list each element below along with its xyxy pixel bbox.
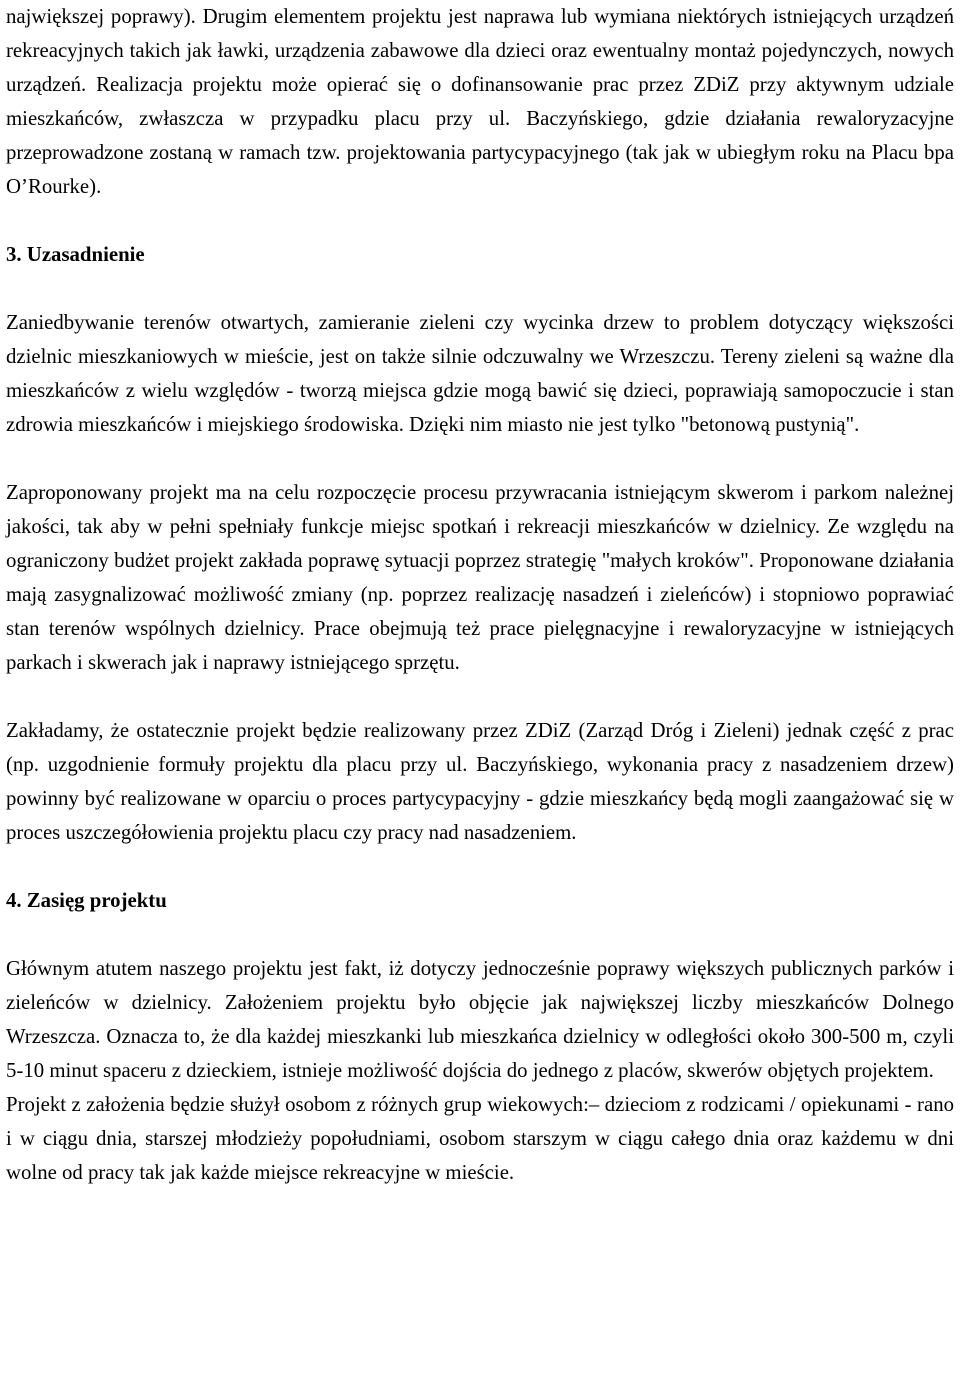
section-3-heading: 3. Uzasadnienie: [6, 243, 145, 266]
section-4-paragraph-1: Głównym atutem naszego projektu jest fakt, iż dotyczy jednocześnie poprawy większych publicznych parków i zieleńców w dzielnicy. Założeniem projektu było objęcie jak największej liczby mieszkańców Dolnego Wrzeszcza. Oznacza to, że dla każdej mieszkanki lub mieszkańca dzielnicy w odległości około 300-500 m, czyli 5-10 minut spaceru z dzieckiem, istnieje możliwość dojścia do jednego z placów, skwerów objętych projektem.: [6, 957, 954, 1082]
section-4-heading: 4. Zasięg projektu: [6, 889, 167, 912]
section-3-paragraph-2: Zaproponowany projekt ma na celu rozpoczęcie procesu przywracania istniejącym skwerom i parkom należnej jakości, tak aby w pełni spełniały funkcje miejsc spotkań i rekreacji mieszkańców w dzielnicy. Ze względu na ograniczony budżet projekt zakłada poprawę sytuacji poprzez strategię "małych kroków". Proponowane działania mają zasygnalizować możliwość zmiany (np. poprzez realizację nasadzeń i zieleńców) i stopniowo poprawiać stan terenów wspólnych dzielnicy. Prace obejmują też prace pielęgnacyjne i rewaloryzacyjne w istniejących parkach i skwerach jak i naprawy istniejącego sprzętu.: [6, 481, 954, 674]
section-3-paragraph-3: Zakładamy, że ostatecznie projekt będzie realizowany przez ZDiZ (Zarząd Dróg i Zieleni) jednak część z prac (np. uzgodnienie formuły projektu dla placu przy ul. Baczyńskiego, wykonania pracy z nasadzeniem drzew) powinny być realizowane w oparciu o proces partycypacyjny - gdzie mieszkańcy będą mogli zaangażować się w proces uszczegółowienia projektu placu czy pracy nad nasadzeniem.: [6, 719, 954, 844]
section-3-paragraph-1: Zaniedbywanie terenów otwartych, zamieranie zieleni czy wycinka drzew to problem dotyczący większości dzielnic mieszkaniowych w mieście, jest on także silnie odczuwalny we Wrzeszczu. Tereny zieleni są ważne dla mieszkańców z wielu względów - tworzą miejsca gdzie mogą bawić się dzieci, poprawiają samopoczucie i stan zdrowia mieszkańców i miejskiego środowiska. Dzięki nim miasto nie jest tylko "betonową pustynią".: [6, 311, 954, 436]
intro-paragraph: największej poprawy). Drugim elementem projektu jest naprawa lub wymiana niektórych istniejących urządzeń rekreacyjnych takich jak ławki, urządzenia zabawowe dla dzieci oraz ewentualny montaż pojedynczych, nowych urządzeń. Realizacja projektu może opierać się o dofinansowanie prac przez ZDiZ przy aktywnym udziale mieszkańców, zwłaszcza w przypadku placu przy ul. Baczyńskiego, gdzie działania rewaloryzacyjne przeprowadzone zostaną w ramach tzw. projektowania partycypacyjnego (tak jak w ubiegłym roku na Placu bpa O’Rourke).: [6, 5, 954, 198]
section-4-paragraph-2: Projekt z założenia będzie służył osobom z różnych grup wiekowych:– dzieciom z rodzicami / opiekunami - rano i w ciągu dnia, starszej młodzieży popołudniami, osobom starszym w ciągu całego dnia oraz każdemu w dni wolne od pracy tak jak każde miejsce rekreacyjne w mieście.: [6, 1093, 954, 1184]
